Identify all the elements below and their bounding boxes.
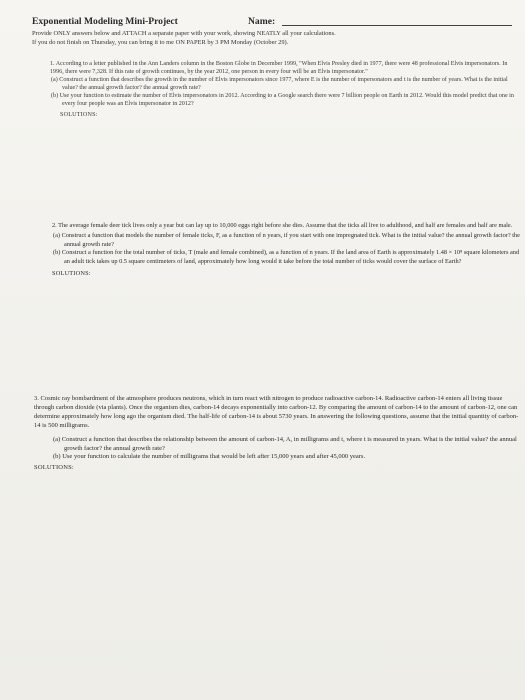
- question-3-part-b: (b) Use your function to calculate the number of milligrams that would be left after 15,000 years and after 45,000 years.: [53, 453, 366, 461]
- name-label: Name:: [248, 16, 276, 27]
- question-2-part-b: (b) Construct a function for the total number of ticks, T (male and female combined), as a function of n years. If the land area of Earth is approximately 1.48 × 10⁸ square kilometers and an adult tick takes up 0.5 square centimeters of land, approximately how long would it take before the total number of ticks would cover the surface of Earth?: [53, 249, 520, 265]
- question-1: [32, 60, 522, 119]
- instructions-line-2: If you do not finish on Thursday, you can bring it to me ON PAPER by 3 PM Monday (October 29).: [32, 39, 289, 46]
- question-2-part-a: (a) Construct a function that models the number of female ticks, F, as a function of n years, if you start with one impregnated tick. What is the initial value? the annual growth factor? the annual growth rate?: [53, 232, 520, 248]
- instructions-line-1: Provide ONLY answers below and ATTACH a separate paper with your work, showing NEATLY all your calculations.: [32, 30, 336, 37]
- question-1-part-b: (b) Use your function to estimate the number of Elvis impersonators in 2012. According to a Google search there were 7 billion people on Earth in 2012. Would this model predict that one in every four people was an Elvis impersonator in 2012?: [51, 93, 514, 108]
- question-1-part-a: (a) Construct a function that describes the growth in the number of Elvis impersonators since 1977, where E is the number of impersonators and t is the number of years. What is the initial value? the annual growth factor? the annual growth rate?: [51, 77, 508, 92]
- question-1-solutions-label: SOLUTIONS:: [60, 111, 98, 118]
- name-line[interactable]: [282, 25, 512, 26]
- question-2-solutions-label: SOLUTIONS:: [52, 270, 91, 278]
- question-2: [34, 222, 524, 278]
- question-3-solutions-label: SOLUTIONS:: [34, 464, 74, 472]
- question-3-intro: 3. Cosmic ray bombardment of the atmosphere produces neutrons, which in turn react with nitrogen to produce radioactive carbon-14. Radioactive carbon-14 enters all living tissue through carbon dioxide (via plants). Once the organism dies, carbon-14 decays exponentially into carbon-12. By comparing the amount of carbon-14 to the amount of carbon-12, one can determine approximately how long ago the organism died. The half-life of carbon-14 is about 5730 years. In answering the following questions, assume that the initial quantity of carbon-14 is 500 milligrams.: [34, 395, 519, 429]
- question-2-intro: 2. The average female deer tick lives only a year but can lay up to 10,000 eggs right before she dies. Assume that the ticks all live to adulthood, and half are females and half are male.: [52, 222, 513, 229]
- question-3-part-a: (a) Construct a function that describes the relationship between the amount of carbon-14, A, in milligrams and t, where t is measured in years. What is the initial value? the annual growth factor? the annual growth rate?: [53, 435, 517, 452]
- page-title: Exponential Modeling Mini-Project: [32, 16, 178, 27]
- question-3: [34, 395, 524, 473]
- question-1-intro: 1. According to a letter published in the Ann Landers column in the Boston Globe in December 1999, "When Elvis Presley died in 1977, there were 48 professional Elvis impersonators. In 1996, there were 7,328. If this rate of growth continues, by the year 2012, one person in every four will be an Elvis impersonator.": [50, 61, 508, 76]
